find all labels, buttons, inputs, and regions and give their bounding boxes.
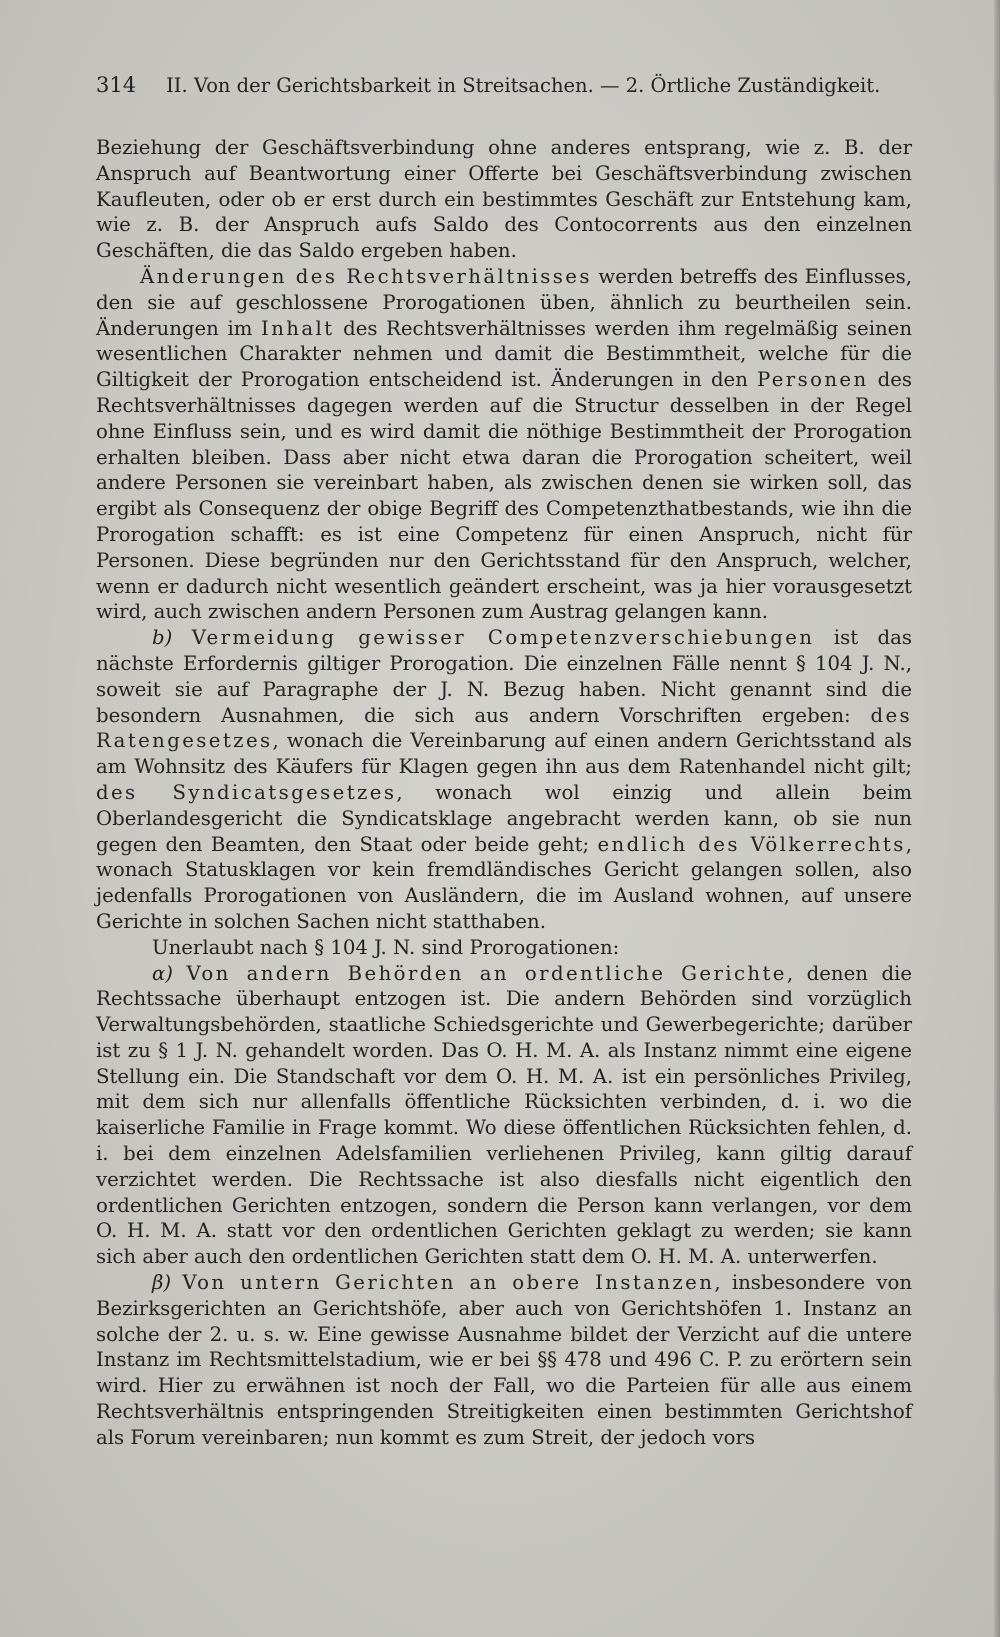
emphasized-text: Personen	[756, 368, 869, 392]
emphasized-text: des Syndicatsgesetzes	[96, 780, 397, 804]
text-run: Unerlaubt nach § 104 J. N. sind Prorogationen:	[152, 935, 620, 959]
text-run: ist das nächste Erfordernis giltiger Prorogation. Die einzelnen Fälle nennt § 104 J. N., soweit sie auf Paragraphe der J. N. Bezug haben. Nicht genannt sind die besondern Ausnahmen, die sich aus andern Vorschriften ergeben:	[96, 626, 912, 727]
text-run: , wonach Statusklagen vor kein fremdländisches Gericht gelangen sollen, also jedenfalls Prorogationen von Ausländern, die im Ausland wohnen, auf unsere Gerichte in solchen Sachen nicht statthaben.	[96, 832, 912, 933]
page-number: 314	[96, 73, 137, 97]
enumeration-marker: b)	[152, 626, 173, 650]
text-run: werden betreffs des Einflusses, den sie auf geschlossene Prorogationen üben, ähnlich zu beurtheilen sein. Änderungen im	[96, 264, 912, 340]
body-text	[96, 135, 912, 1451]
emphasized-text: endlich des Völkerrechts	[597, 832, 906, 856]
text-run: , denen die Rechtssache überhaupt entzogen ist. Die andern Behörden sind vorzüglich Verwaltungsbehörden, staatliche Schiedsgerichte und Gewerbegerichte; darüber ist zu § 1 J. N. gehandelt worden. Das O. H. M. A. als Instanz nimmt eine eigene Stellung ein. Die Standschaft vor dem O. H. M. A. ist ein persönliches Privileg, mit dem sich nur allenfalls öffentliche Rücksichten verbinden, d. i. wo die kaiserliche Familie in Frage kommt. Wo diese öffentlichen Rücksichten fehlen, d. i. bei dem einzelnen Adelsfamilien verliehenen Privileg, kann giltig darauf verzichtet werden. Die Rechtssache ist also diesfalls nicht eigentlich den ordentlichen Gerichten entzogen, sondern die Person kann verlangen, vor dem O. H. M. A. statt vor den ordentlichen Gerichten geklagt zu werden; sie kann sich aber auch den ordentlichen Gerichten statt dem O. H. M. A. unterwerfen.	[96, 961, 912, 1269]
text-run: , insbesondere von Bezirksgerichten an Gerichtshöfe, aber auch von Gerichtshöfen 1. Instanz an solche der 2. u. s. w. Eine gewisse Ausnahme bildet der Verzicht auf die untere Instanz im Rechtsmittelstadium, wie er bei §§ 478 und 496 C. P. zu erörtern sein wird. Hier zu erwähnen ist noch der Fall, wo die Parteien für alle aus einem Rechtsverhältnis entspringenden Streitigkeiten einen bestimmten Gerichtshof als Forum vereinbaren; nun kommt es zum Streit, der jedoch vors	[96, 1271, 912, 1449]
text-run	[171, 1271, 182, 1294]
text-run: des Rechtsverhältnisses werden ihm regelmäßig seinen wesentlichen Charakter nehmen und damit die Bestimmtheit, welche für die Giltigkeit der Prorogation entscheidend ist. Änderungen in den	[96, 316, 912, 392]
emphasized-text: des Ratengesetzes	[96, 703, 912, 753]
enumeration-marker: β)	[152, 1271, 172, 1295]
enumeration-marker: α)	[152, 961, 173, 985]
running-head	[96, 72, 912, 99]
emphasized-text: Änderungen des Rechtsverhältnisses	[140, 264, 592, 288]
paragraph	[96, 961, 912, 1271]
text-run: des Rechtsverhältnisses dagegen werden auf die Structur desselben in der Regel ohne Einfluss sein, und es wird damit die nöthige Bestimmtheit der Prorogation erhalten bleiben. Dass aber nicht etwa daran die Prorogation scheitert, weil andere Personen sie vereinbart haben, als zwischen denen sie wirken soll, das ergibt als Consequenz der obige Begriff des Competenzthatbestands, wie ihn die Prorogation schafft: es ist eine Competenz für einen Anspruch, nicht für Personen. Diese begründen nur den Gerichtsstand für den Anspruch, welcher, wenn er dadurch nicht wesentlich geändert erscheint, was ja hier vorausgesetzt wird, auch zwischen andern Personen zum Austrag gelangen kann.	[96, 368, 913, 624]
text-run	[172, 626, 191, 649]
paragraph	[96, 264, 912, 625]
text-run: , wonach wol einzig und allein beim Oberlandesgericht die Syndicatsklage angebracht werden kann, ob sie nun gegen den Beamten, den Staat oder beide geht;	[96, 780, 912, 856]
emphasized-text: Von untern Gerichten an obere Instanzen	[182, 1271, 715, 1295]
emphasized-text: Von andern Behörden an ordentliche Gerichte	[186, 961, 787, 985]
text-run	[173, 962, 187, 985]
emphasized-text: Inhalt	[261, 316, 335, 340]
paragraph	[96, 935, 912, 961]
running-title: II. Von der Gerichtsbarkeit in Streitsachen. — 2. Örtliche Zuständigkeit.	[166, 74, 881, 97]
paragraph	[96, 625, 912, 935]
emphasized-text: Vermeidung gewisser Competenzverschiebungen	[191, 626, 815, 650]
paragraph	[96, 1270, 912, 1451]
paragraph	[96, 135, 912, 264]
text-run: , wonach die Vereinbarung auf einen andern Gerichtsstand als am Wohnsitz des Käufers für Klagen gegen ihn aus dem Ratenhandel nicht gilt;	[96, 729, 912, 779]
text-run: Beziehung der Geschäftsverbindung ohne anderes entsprang, wie z. B. der Anspruch auf Beantwortung einer Offerte bei Geschäftsverbindung zwischen Kaufleuten, oder ob er erst durch ein bestimmtes Geschäft zur Entstehung kam, wie z. B. der Anspruch aufs Saldo des Contocorrents aus den einzelnen Geschäften, die das Saldo ergeben haben.	[96, 136, 912, 263]
